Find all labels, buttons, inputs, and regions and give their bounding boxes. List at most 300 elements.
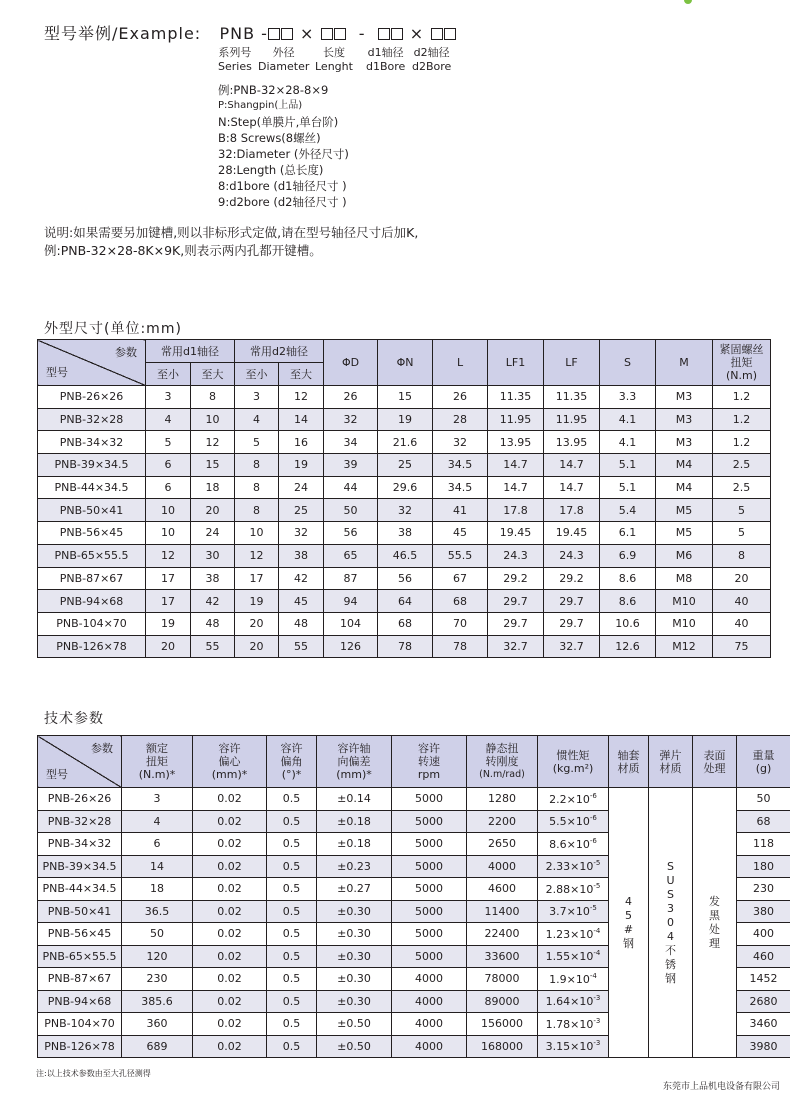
tech-axial-header: 容许轴 向偏差 (mm)* bbox=[317, 736, 392, 788]
value-cell: 1.2 bbox=[713, 408, 771, 431]
model-cell: PNB-32×28 bbox=[38, 810, 122, 833]
inertia-cell: $3.7\times 10^{-5}$ bbox=[538, 900, 609, 923]
tech-speed-header: 容许 转速 rpm bbox=[392, 736, 467, 788]
model-cell: PNB-39×34.5 bbox=[38, 855, 122, 878]
value-cell: 68 bbox=[378, 612, 433, 635]
value-cell: 6 bbox=[146, 476, 191, 499]
detail-line: P:Shangpin(上品) bbox=[218, 100, 303, 111]
table-row bbox=[38, 386, 771, 409]
weight-cell: 380 bbox=[737, 900, 790, 923]
speed-cell: 5000 bbox=[392, 788, 467, 811]
value-cell: 2.5 bbox=[713, 476, 771, 499]
value-cell: 32 bbox=[378, 499, 433, 522]
torque-cell: 3 bbox=[122, 788, 193, 811]
dims-L-header: L bbox=[433, 340, 488, 386]
angle-cell: 0.5 bbox=[267, 833, 317, 856]
weight-cell: 3460 bbox=[737, 1013, 790, 1036]
ecc-cell: 0.02 bbox=[193, 945, 267, 968]
value-cell: 20 bbox=[191, 499, 235, 522]
value-cell: 19 bbox=[146, 612, 191, 635]
model-cell: PNB-65×55.5 bbox=[38, 544, 146, 567]
value-cell: 38 bbox=[191, 567, 235, 590]
axial-cell: ±0.50 bbox=[317, 1013, 392, 1036]
ecc-cell: 0.02 bbox=[193, 788, 267, 811]
keyway-note: 说明:如果需要另加键槽,则以非标形式定做,请在型号轴径尺寸后加K, 例:PNB-32×28-8K×9K,则表示两内孔都开键槽。 bbox=[44, 225, 419, 258]
value-cell: 3 bbox=[235, 386, 279, 409]
value-cell: 29.6 bbox=[378, 476, 433, 499]
value-cell: 55 bbox=[279, 635, 324, 658]
model-cell: PNB-39×34.5 bbox=[38, 454, 146, 477]
tech-angle-header: 容许 偏角 (°)* bbox=[267, 736, 317, 788]
value-cell: 14 bbox=[279, 408, 324, 431]
value-cell: 34.5 bbox=[433, 476, 488, 499]
weight-cell: 230 bbox=[737, 878, 790, 901]
weight-cell: 118 bbox=[737, 833, 790, 856]
model-cell: PNB-26×26 bbox=[38, 788, 122, 811]
speed-cell: 5000 bbox=[392, 810, 467, 833]
value-cell: 17 bbox=[146, 590, 191, 613]
model-cell: PNB-56×45 bbox=[38, 522, 146, 545]
value-cell: 28 bbox=[433, 408, 488, 431]
axial-cell: ±0.30 bbox=[317, 923, 392, 946]
speed-cell: 5000 bbox=[392, 945, 467, 968]
example-line: 型号举例/Example: PNB - × - × bbox=[44, 21, 456, 44]
value-cell: 48 bbox=[279, 612, 324, 635]
ecc-cell: 0.02 bbox=[193, 833, 267, 856]
value-cell: 12 bbox=[279, 386, 324, 409]
angle-cell: 0.5 bbox=[267, 990, 317, 1013]
detail-line: 例:PNB-32×28-8×9 bbox=[218, 83, 329, 97]
value-cell: 8 bbox=[713, 544, 771, 567]
value-cell: 1.2 bbox=[713, 431, 771, 454]
value-cell: 20 bbox=[235, 635, 279, 658]
torque-cell: 385.6 bbox=[122, 990, 193, 1013]
dims-title: 外型尺寸(单位:mm) bbox=[44, 321, 182, 337]
angle-cell: 0.5 bbox=[267, 788, 317, 811]
tech-torque-header: 额定 扭矩 (N.m)* bbox=[122, 736, 193, 788]
speed-cell: 4000 bbox=[392, 990, 467, 1013]
axial-cell: ±0.30 bbox=[317, 990, 392, 1013]
torque-cell: 14 bbox=[122, 855, 193, 878]
value-cell: 126 bbox=[324, 635, 378, 658]
value-cell: 5 bbox=[235, 431, 279, 454]
model-cell: PNB-104×70 bbox=[38, 1013, 122, 1036]
value-cell: 41 bbox=[433, 499, 488, 522]
example-col-d2: d2轴径 d2Bore bbox=[412, 46, 452, 73]
value-cell: 4 bbox=[146, 408, 191, 431]
value-cell: 8 bbox=[235, 499, 279, 522]
value-cell: 12.6 bbox=[600, 635, 656, 658]
inertia-cell: $1.9\times 10^{-4}$ bbox=[538, 968, 609, 991]
stiff-cell: 1280 bbox=[467, 788, 538, 811]
weight-cell: 460 bbox=[737, 945, 790, 968]
value-cell: 34.5 bbox=[433, 454, 488, 477]
inertia-cell: $2.2\times 10^{-6}$ bbox=[538, 788, 609, 811]
value-cell: 10 bbox=[235, 522, 279, 545]
value-cell: 42 bbox=[191, 590, 235, 613]
torque-cell: 360 bbox=[122, 1013, 193, 1036]
dims-N-header: ΦN bbox=[378, 340, 433, 386]
value-cell: 5 bbox=[713, 522, 771, 545]
ecc-cell: 0.02 bbox=[193, 1035, 267, 1058]
value-cell: 34 bbox=[324, 431, 378, 454]
inertia-cell: $1.64\times 10^{-3}$ bbox=[538, 990, 609, 1013]
detail-line: 28:Length (总长度) bbox=[218, 163, 324, 177]
axial-cell: ±0.18 bbox=[317, 833, 392, 856]
weight-cell: 1452 bbox=[737, 968, 790, 991]
value-cell: 19 bbox=[279, 454, 324, 477]
value-cell: 6.9 bbox=[600, 544, 656, 567]
ecc-cell: 0.02 bbox=[193, 968, 267, 991]
value-cell: 5 bbox=[146, 431, 191, 454]
table-row bbox=[38, 499, 771, 522]
value-cell: 48 bbox=[191, 612, 235, 635]
value-cell: 32.7 bbox=[488, 635, 544, 658]
example-prefix: 型号举例/Example: bbox=[44, 24, 202, 43]
value-cell: M6 bbox=[656, 544, 713, 567]
tech-hub-header: 轴套 材质 bbox=[609, 736, 649, 788]
value-cell: 24.3 bbox=[544, 544, 600, 567]
detail-line: B:8 Screws(8螺丝) bbox=[218, 131, 321, 145]
example-col-length: 长度 Lenght bbox=[315, 46, 353, 73]
value-cell: 56 bbox=[324, 522, 378, 545]
model-cell: PNB-87×67 bbox=[38, 968, 122, 991]
value-cell: 26 bbox=[433, 386, 488, 409]
axial-cell: ±0.14 bbox=[317, 788, 392, 811]
value-cell: 20 bbox=[713, 567, 771, 590]
speed-cell: 5000 bbox=[392, 833, 467, 856]
angle-cell: 0.5 bbox=[267, 968, 317, 991]
value-cell: 42 bbox=[279, 567, 324, 590]
value-cell: 10 bbox=[146, 522, 191, 545]
dims-corner-header: 参数 型号 bbox=[38, 340, 146, 386]
detail-line: 8:d1bore (d1轴径尺寸 ) bbox=[218, 179, 347, 193]
table-row bbox=[38, 612, 771, 635]
value-cell: 11.35 bbox=[544, 386, 600, 409]
value-cell: 32 bbox=[433, 431, 488, 454]
value-cell: 19.45 bbox=[488, 522, 544, 545]
model-cell: PNB-94×68 bbox=[38, 590, 146, 613]
value-cell: 50 bbox=[324, 499, 378, 522]
tech-title: 技术参数 bbox=[44, 711, 104, 727]
value-cell: 5.4 bbox=[600, 499, 656, 522]
angle-cell: 0.5 bbox=[267, 810, 317, 833]
value-cell: 15 bbox=[378, 386, 433, 409]
detail-line: 32:Diameter (外径尺寸) bbox=[218, 147, 349, 161]
value-cell: 68 bbox=[433, 590, 488, 613]
value-cell: 25 bbox=[378, 454, 433, 477]
value-cell: 67 bbox=[433, 567, 488, 590]
value-cell: 13.95 bbox=[544, 431, 600, 454]
speed-cell: 5000 bbox=[392, 878, 467, 901]
value-cell: 13.95 bbox=[488, 431, 544, 454]
speed-cell: 5000 bbox=[392, 855, 467, 878]
inertia-cell: $3.15\times 10^{-3}$ bbox=[538, 1035, 609, 1058]
ecc-cell: 0.02 bbox=[193, 878, 267, 901]
table-row bbox=[38, 635, 771, 658]
value-cell: 17 bbox=[146, 567, 191, 590]
value-cell: 44 bbox=[324, 476, 378, 499]
angle-cell: 0.5 bbox=[267, 855, 317, 878]
value-cell: 8 bbox=[191, 386, 235, 409]
value-cell: M5 bbox=[656, 499, 713, 522]
value-cell: 56 bbox=[378, 567, 433, 590]
example-col-d1: d1轴径 d1Bore bbox=[366, 46, 406, 73]
ecc-cell: 0.02 bbox=[193, 990, 267, 1013]
inertia-cell: $2.88\times 10^{-5}$ bbox=[538, 878, 609, 901]
value-cell: 20 bbox=[235, 612, 279, 635]
value-cell: 20 bbox=[146, 635, 191, 658]
torque-cell: 230 bbox=[122, 968, 193, 991]
model-cell: PNB-94×68 bbox=[38, 990, 122, 1013]
value-cell: 40 bbox=[713, 612, 771, 635]
tech-surface-header: 表面 处理 bbox=[693, 736, 737, 788]
value-cell: 14.7 bbox=[488, 454, 544, 477]
value-cell: 21.6 bbox=[378, 431, 433, 454]
value-cell: 39 bbox=[324, 454, 378, 477]
stiff-cell: 2200 bbox=[467, 810, 538, 833]
model-cell: PNB-56×45 bbox=[38, 923, 122, 946]
stiff-cell: 4000 bbox=[467, 855, 538, 878]
surface-cell: 发黑处理 bbox=[693, 788, 737, 1058]
value-cell: 29.7 bbox=[488, 590, 544, 613]
value-cell: 30 bbox=[191, 544, 235, 567]
model-cell: PNB-87×67 bbox=[38, 567, 146, 590]
dims-d2-max-header: 至大 bbox=[279, 363, 324, 386]
value-cell: 55.5 bbox=[433, 544, 488, 567]
value-cell: 14.7 bbox=[544, 476, 600, 499]
example-model: PNB bbox=[219, 24, 256, 43]
example-details bbox=[218, 82, 349, 210]
angle-cell: 0.5 bbox=[267, 878, 317, 901]
value-cell: M4 bbox=[656, 476, 713, 499]
value-cell: 4.1 bbox=[600, 408, 656, 431]
table-row bbox=[38, 476, 771, 499]
tech-disc-header: 弹片 材质 bbox=[649, 736, 693, 788]
value-cell: 29.7 bbox=[544, 612, 600, 635]
stiff-cell: 22400 bbox=[467, 923, 538, 946]
value-cell: 12 bbox=[146, 544, 191, 567]
model-cell: PNB-44×34.5 bbox=[38, 476, 146, 499]
tech-inertia-header: 惯性矩 (kg.m²) bbox=[538, 736, 609, 788]
inertia-cell: $2.33\times 10^{-5}$ bbox=[538, 855, 609, 878]
value-cell: 10 bbox=[146, 499, 191, 522]
tech-stiffness-header: 静态扭 转刚度 (N.m/rad) bbox=[467, 736, 538, 788]
value-cell: 87 bbox=[324, 567, 378, 590]
disc-material-cell: SUS304不锈钢 bbox=[649, 788, 693, 1058]
model-cell: PNB-26×26 bbox=[38, 386, 146, 409]
stiff-cell: 89000 bbox=[467, 990, 538, 1013]
inertia-cell: $1.23\times 10^{-4}$ bbox=[538, 923, 609, 946]
angle-cell: 0.5 bbox=[267, 900, 317, 923]
value-cell: 1.2 bbox=[713, 386, 771, 409]
speed-cell: 4000 bbox=[392, 968, 467, 991]
torque-cell: 18 bbox=[122, 878, 193, 901]
value-cell: M3 bbox=[656, 408, 713, 431]
value-cell: 55 bbox=[191, 635, 235, 658]
detail-line: 9:d2bore (d2轴径尺寸 ) bbox=[218, 195, 347, 209]
value-cell: 10.6 bbox=[600, 612, 656, 635]
value-cell: 38 bbox=[279, 544, 324, 567]
speed-cell: 4000 bbox=[392, 1013, 467, 1036]
stiff-cell: 78000 bbox=[467, 968, 538, 991]
value-cell: 75 bbox=[713, 635, 771, 658]
stiff-cell: 156000 bbox=[467, 1013, 538, 1036]
dims-M-header: M bbox=[656, 340, 713, 386]
model-cell: PNB-65×55.5 bbox=[38, 945, 122, 968]
weight-cell: 180 bbox=[737, 855, 790, 878]
value-cell: 2.5 bbox=[713, 454, 771, 477]
ecc-cell: 0.02 bbox=[193, 855, 267, 878]
tech-params-table bbox=[37, 735, 790, 1058]
angle-cell: 0.5 bbox=[267, 923, 317, 946]
value-cell: M3 bbox=[656, 431, 713, 454]
inertia-cell: $1.55\times 10^{-4}$ bbox=[538, 945, 609, 968]
value-cell: 70 bbox=[433, 612, 488, 635]
company-name: 东莞市上品机电设备有限公司 bbox=[662, 1082, 780, 1092]
model-cell: PNB-126×78 bbox=[38, 1035, 122, 1058]
axial-cell: ±0.23 bbox=[317, 855, 392, 878]
table-row bbox=[38, 408, 771, 431]
value-cell: 78 bbox=[433, 635, 488, 658]
dimensions-table bbox=[37, 339, 771, 658]
weight-cell: 2680 bbox=[737, 990, 790, 1013]
table-row bbox=[38, 454, 771, 477]
dims-S-header: S bbox=[600, 340, 656, 386]
table-row bbox=[38, 522, 771, 545]
value-cell: 16 bbox=[279, 431, 324, 454]
brand-mark bbox=[684, 0, 692, 4]
axial-cell: ±0.30 bbox=[317, 968, 392, 991]
model-cell: PNB-44×34.5 bbox=[38, 878, 122, 901]
ecc-cell: 0.02 bbox=[193, 900, 267, 923]
hub-material-cell: 45#钢 bbox=[609, 788, 649, 1058]
value-cell: 94 bbox=[324, 590, 378, 613]
ecc-cell: 0.02 bbox=[193, 810, 267, 833]
table-row bbox=[38, 788, 790, 811]
value-cell: 8 bbox=[235, 476, 279, 499]
value-cell: 3.3 bbox=[600, 386, 656, 409]
value-cell: 32 bbox=[279, 522, 324, 545]
stiff-cell: 2650 bbox=[467, 833, 538, 856]
value-cell: 104 bbox=[324, 612, 378, 635]
value-cell: 14.7 bbox=[488, 476, 544, 499]
value-cell: 38 bbox=[378, 522, 433, 545]
value-cell: 15 bbox=[191, 454, 235, 477]
value-cell: 5 bbox=[713, 499, 771, 522]
dims-D-header: ΦD bbox=[324, 340, 378, 386]
value-cell: 24 bbox=[279, 476, 324, 499]
dims-d1-min-header: 至小 bbox=[146, 363, 191, 386]
value-cell: 24.3 bbox=[488, 544, 544, 567]
value-cell: 8.6 bbox=[600, 567, 656, 590]
value-cell: 24 bbox=[191, 522, 235, 545]
value-cell: 45 bbox=[433, 522, 488, 545]
stiff-cell: 4600 bbox=[467, 878, 538, 901]
value-cell: M10 bbox=[656, 612, 713, 635]
value-cell: 11.35 bbox=[488, 386, 544, 409]
value-cell: 40 bbox=[713, 590, 771, 613]
stiff-cell: 168000 bbox=[467, 1035, 538, 1058]
value-cell: 14.7 bbox=[544, 454, 600, 477]
value-cell: 12 bbox=[191, 431, 235, 454]
value-cell: 4.1 bbox=[600, 431, 656, 454]
value-cell: 64 bbox=[378, 590, 433, 613]
torque-cell: 36.5 bbox=[122, 900, 193, 923]
value-cell: 29.7 bbox=[488, 612, 544, 635]
example-col-diameter: 外径 Diameter bbox=[258, 46, 310, 73]
value-cell: 29.7 bbox=[544, 590, 600, 613]
tech-ecc-header: 容许 偏心 (mm)* bbox=[193, 736, 267, 788]
value-cell: 17 bbox=[235, 567, 279, 590]
value-cell: M12 bbox=[656, 635, 713, 658]
footer-note: 注:以上技术参数由至大孔径测得 bbox=[36, 1069, 151, 1078]
angle-cell: 0.5 bbox=[267, 1013, 317, 1036]
value-cell: 4 bbox=[235, 408, 279, 431]
value-cell: 10 bbox=[191, 408, 235, 431]
value-cell: 29.2 bbox=[488, 567, 544, 590]
dims-LF1-header: LF1 bbox=[488, 340, 544, 386]
stiff-cell: 33600 bbox=[467, 945, 538, 968]
tech-corner-header: 参数 型号 bbox=[38, 736, 122, 788]
value-cell: 25 bbox=[279, 499, 324, 522]
ecc-cell: 0.02 bbox=[193, 923, 267, 946]
dims-d2-header: 常用d2轴径 bbox=[235, 340, 324, 363]
torque-cell: 120 bbox=[122, 945, 193, 968]
value-cell: 19.45 bbox=[544, 522, 600, 545]
value-cell: 12 bbox=[235, 544, 279, 567]
axial-cell: ±0.30 bbox=[317, 900, 392, 923]
model-cell: PNB-104×70 bbox=[38, 612, 146, 635]
weight-cell: 50 bbox=[737, 788, 790, 811]
table-row bbox=[38, 590, 771, 613]
value-cell: 45 bbox=[279, 590, 324, 613]
value-cell: 78 bbox=[378, 635, 433, 658]
model-example bbox=[44, 21, 456, 44]
weight-cell: 68 bbox=[737, 810, 790, 833]
value-cell: 29.2 bbox=[544, 567, 600, 590]
value-cell: 19 bbox=[235, 590, 279, 613]
value-cell: 17.8 bbox=[544, 499, 600, 522]
axial-cell: ±0.30 bbox=[317, 945, 392, 968]
angle-cell: 0.5 bbox=[267, 1035, 317, 1058]
table-row bbox=[38, 431, 771, 454]
value-cell: M3 bbox=[656, 386, 713, 409]
weight-cell: 3980 bbox=[737, 1035, 790, 1058]
table-row bbox=[38, 567, 771, 590]
torque-cell: 6 bbox=[122, 833, 193, 856]
value-cell: 8 bbox=[235, 454, 279, 477]
model-cell: PNB-50×41 bbox=[38, 900, 122, 923]
value-cell: 17.8 bbox=[488, 499, 544, 522]
dims-d2-min-header: 至小 bbox=[235, 363, 279, 386]
value-cell: 32 bbox=[324, 408, 378, 431]
value-cell: M10 bbox=[656, 590, 713, 613]
dims-torque-header: 紧固螺丝扭矩(N.m) bbox=[713, 340, 771, 386]
value-cell: 6.1 bbox=[600, 522, 656, 545]
value-cell: 11.95 bbox=[488, 408, 544, 431]
axial-cell: ±0.27 bbox=[317, 878, 392, 901]
tech-weight-header: 重量 (g) bbox=[737, 736, 790, 788]
value-cell: 8.6 bbox=[600, 590, 656, 613]
weight-cell: 400 bbox=[737, 923, 790, 946]
value-cell: M8 bbox=[656, 567, 713, 590]
value-cell: 32.7 bbox=[544, 635, 600, 658]
dims-d1-max-header: 至大 bbox=[191, 363, 235, 386]
value-cell: 18 bbox=[191, 476, 235, 499]
value-cell: 19 bbox=[378, 408, 433, 431]
speed-cell: 4000 bbox=[392, 1035, 467, 1058]
